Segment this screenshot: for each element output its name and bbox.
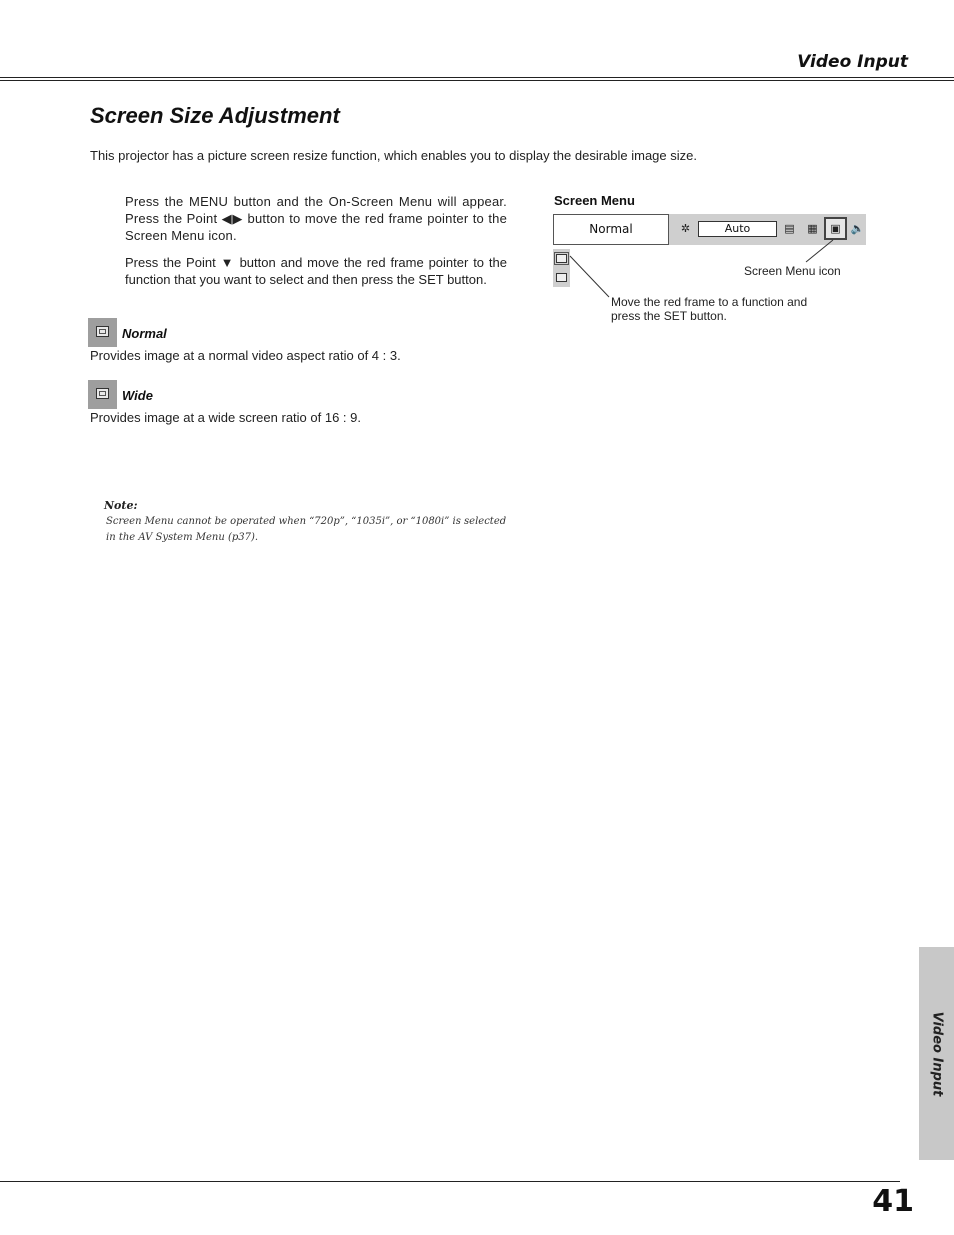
note-text: Screen Menu cannot be operated when “720p”, “1035i”, or “1080i” is selected in the AV System Menu (p37). <box>106 516 507 543</box>
callout-red-frame: Move the red frame to a function and press the SET button. <box>611 295 808 323</box>
intro-text: This projector has a picture screen resize function, which enables you to display the desirable image size. <box>90 148 697 163</box>
image-icon: ▤ <box>784 222 795 235</box>
page-number: 41 <box>872 1184 914 1219</box>
section-header: Video Input <box>797 52 908 72</box>
menu-mode-box: Auto <box>698 221 777 237</box>
normal-description: Provides image at a normal video aspect ratio of 4 : 3. <box>90 348 401 363</box>
step-2-text: Press the Point ▼ button and move the red frame pointer to the function that you want to select and then press the SET button. <box>125 255 507 287</box>
note-label: Note: <box>104 499 138 512</box>
thumb-tab-label: Video Input <box>929 1011 944 1096</box>
menu-value-box: Normal <box>553 214 669 245</box>
footer-rule <box>0 1181 900 1182</box>
wide-description: Provides image at a wide screen ratio of 16 : 9. <box>90 410 361 425</box>
page-title: Screen Size Adjustment <box>90 103 340 128</box>
thumb-tab <box>919 947 954 1160</box>
sound-icon: 🔈 <box>850 222 865 235</box>
wide-title: Wide <box>122 388 153 403</box>
step-1-text: Press the MENU button and the On-Screen Menu will appear. Press the Point ◀▶ button to move the red frame pointer to the Screen Menu icon. <box>125 194 507 243</box>
settings-icon: ▦ <box>807 222 818 235</box>
screen-icon: ▣ <box>824 217 847 240</box>
adjust-icon: ✲ <box>680 222 691 235</box>
screen-menu-label: Screen Menu <box>554 193 635 208</box>
callout-screen-menu-icon: Screen Menu icon <box>744 264 841 278</box>
normal-title: Normal <box>122 326 167 341</box>
